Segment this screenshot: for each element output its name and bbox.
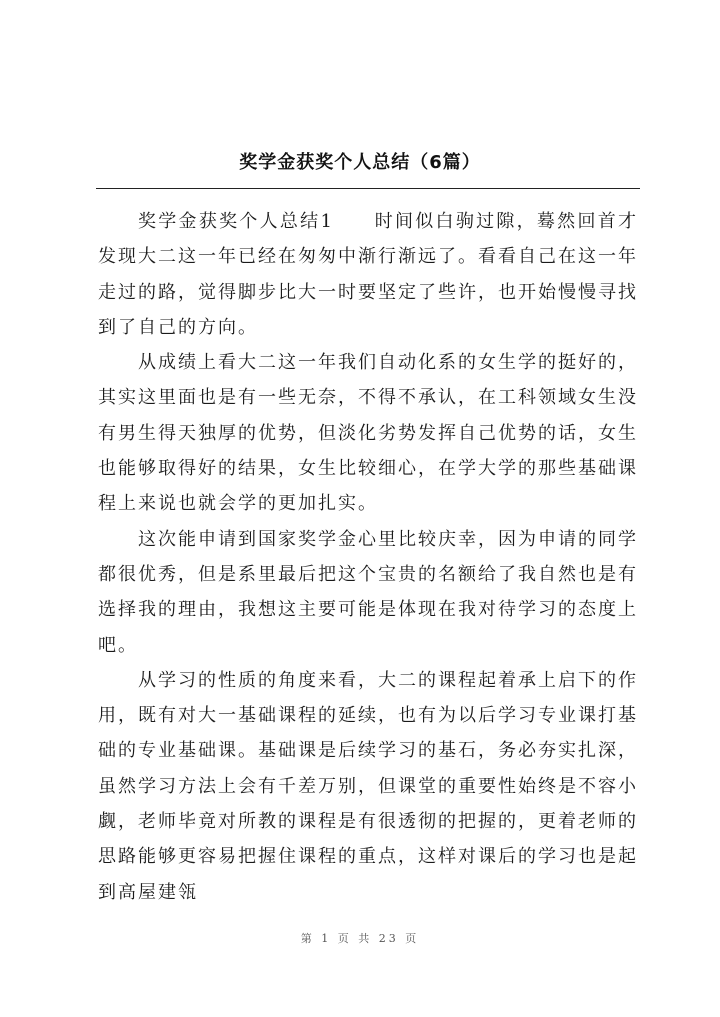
document-body: [98, 204, 638, 910]
paragraph: 奖学金获奖个人总结1 时间似白驹过隙，蓦然回首才发现大二这一年已经在匆匆中渐行渐远了。看看自己在这一年走过的路，觉得脚步比大一时要坚定了些许，也开始慢慢寻找到了自己的方向。: [98, 211, 638, 338]
document-title: 奖学金获奖个人总结（6篇）: [239, 152, 481, 173]
title-divider: [96, 188, 640, 189]
paragraph: 从学习的性质的角度来看，大二的课程起着承上启下的作用，既有对大一基础课程的延续，也有为以后学习专业课打基础的专业基础课。基础课是后续学习的基石，务必夯实扎深，虽然学习方法上会有千差万别，但课堂的重要性始终是不容小觑，老师毕竟对所教的课程是有很透彻的把握的，更着老师的思路能够更容易把握住课程的重点，这样对课后的学习也是起到高屋建瓴: [98, 669, 638, 903]
paragraph: 这次能申请到国家奖学金心里比较庆幸，因为申请的同学都很优秀，但是系里最后把这个宝贵的名额给了我自然也是有选择我的理由，我想这主要可能是体现在我对待学习的态度上吧。: [98, 528, 638, 656]
paragraph: 从成绩上看大二这一年我们自动化系的女生学的挺好的，其实这里面也是有一些无奈，不得不承认，在工科领域女生没有男生得天独厚的优势，但淡化劣势发挥自己优势的话，女生也能够取得好的结果，女生比较细心，在学大学的那些基础课程上来说也就会学的更加扎实。: [98, 352, 638, 515]
page-footer: 第 1 页 共 23 页: [300, 932, 420, 945]
